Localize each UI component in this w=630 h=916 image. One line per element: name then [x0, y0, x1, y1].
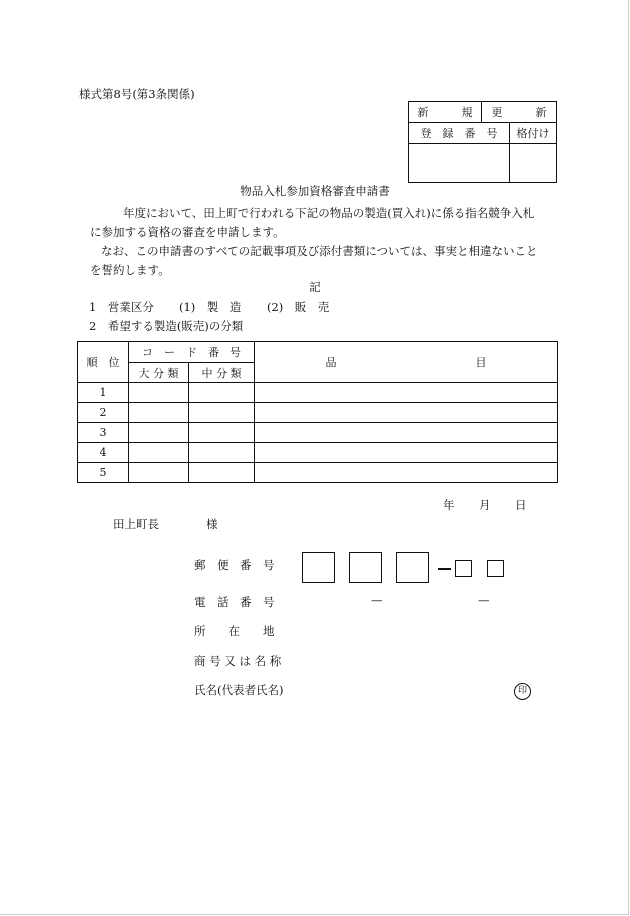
middle-category-header: 中 分 類	[189, 363, 255, 383]
phone-separator-1: —	[371, 593, 383, 607]
table-row	[78, 463, 558, 483]
item-cell[interactable]	[255, 423, 558, 443]
business-category-label: 1 営業区分	[89, 300, 154, 314]
table-row	[78, 423, 558, 443]
registration-number-label: 登 録 番 号	[409, 123, 510, 144]
ki-heading: 記	[309, 280, 321, 294]
rank-cell: 5	[78, 463, 129, 483]
rank-cell: 3	[78, 423, 129, 443]
phone-separator-2: —	[478, 593, 490, 607]
trade-name-label: 商 号 又 は 名 称	[194, 654, 282, 668]
form-code: 様式第8号(第3条関係)	[79, 87, 195, 101]
postal-box-1[interactable]	[302, 552, 335, 583]
item-cell[interactable]	[255, 443, 558, 463]
item-header-left: 品	[325, 356, 337, 369]
addressee-name: 田上町長	[113, 517, 159, 531]
paragraph-1-line-1: 年度において、田上町で行われる下記の物品の製造(買入れ)に係る指名競争入札	[123, 206, 535, 220]
date-month: 月	[479, 498, 491, 512]
rank-header: 順 位	[78, 342, 129, 383]
postal-box-5[interactable]	[487, 560, 504, 577]
document-title: 物品入札参加資格審査申請書	[240, 184, 390, 198]
classification-table	[77, 341, 558, 483]
paragraph-1-line-2: に参加する資格の審査を申請します。	[90, 225, 285, 239]
option-sales: (2) 販 売	[267, 300, 330, 314]
postal-box-3[interactable]	[396, 552, 429, 583]
rank-cell: 4	[78, 443, 129, 463]
seal-mark: 印	[514, 683, 531, 700]
postal-box-2[interactable]	[349, 552, 382, 583]
major-category-cell[interactable]	[129, 423, 189, 443]
representative-name-label: 氏名(代表者氏名)	[194, 683, 284, 697]
item-cell[interactable]	[255, 403, 558, 423]
postal-code-label: 郵 便 番 号	[194, 558, 275, 572]
major-category-cell[interactable]	[129, 383, 189, 403]
item-cell[interactable]	[255, 463, 558, 483]
item-cell[interactable]	[255, 383, 558, 403]
middle-category-cell[interactable]	[189, 423, 255, 443]
middle-category-cell[interactable]	[189, 403, 255, 423]
major-category-cell[interactable]	[129, 403, 189, 423]
rank-cell: 1	[78, 383, 129, 403]
table-row	[78, 403, 558, 423]
table-row	[78, 383, 558, 403]
registration-number-field[interactable]	[409, 144, 510, 183]
code-number-header: コ ー ド 番 号	[129, 342, 255, 363]
phone-number-label: 電 話 番 号	[194, 595, 275, 609]
item-header	[255, 342, 558, 383]
category-classification-label: 2 希望する製造(販売)の分類	[89, 319, 244, 333]
rank-cell: 2	[78, 403, 129, 423]
grade-field[interactable]	[510, 144, 557, 183]
date-year: 年	[443, 498, 455, 512]
middle-category-cell[interactable]	[189, 443, 255, 463]
date-day: 日	[515, 498, 527, 512]
option-manufacture: (1) 製 造	[179, 300, 242, 314]
middle-category-cell[interactable]	[189, 383, 255, 403]
item-header-right: 目	[475, 356, 487, 369]
paragraph-2-line-2: を誓約します。	[90, 263, 170, 277]
grade-label: 格付け	[510, 123, 557, 144]
middle-category-cell[interactable]	[189, 463, 255, 483]
paragraph-2-line-1: なお、この申請書のすべての記載事項及び添付書類については、事実と相違ないこと	[101, 244, 538, 258]
major-category-cell[interactable]	[129, 443, 189, 463]
table-row	[78, 443, 558, 463]
major-category-header: 大 分 類	[129, 363, 189, 383]
renewal-label: 更 新	[482, 102, 557, 123]
address-label: 所 在 地	[194, 624, 275, 638]
postal-box-4[interactable]	[455, 560, 472, 577]
registration-box	[408, 101, 557, 183]
new-registration-label: 新 規	[409, 102, 482, 123]
postal-dash	[438, 568, 451, 570]
major-category-cell[interactable]	[129, 463, 189, 483]
addressee-honorific: 様	[206, 517, 218, 531]
